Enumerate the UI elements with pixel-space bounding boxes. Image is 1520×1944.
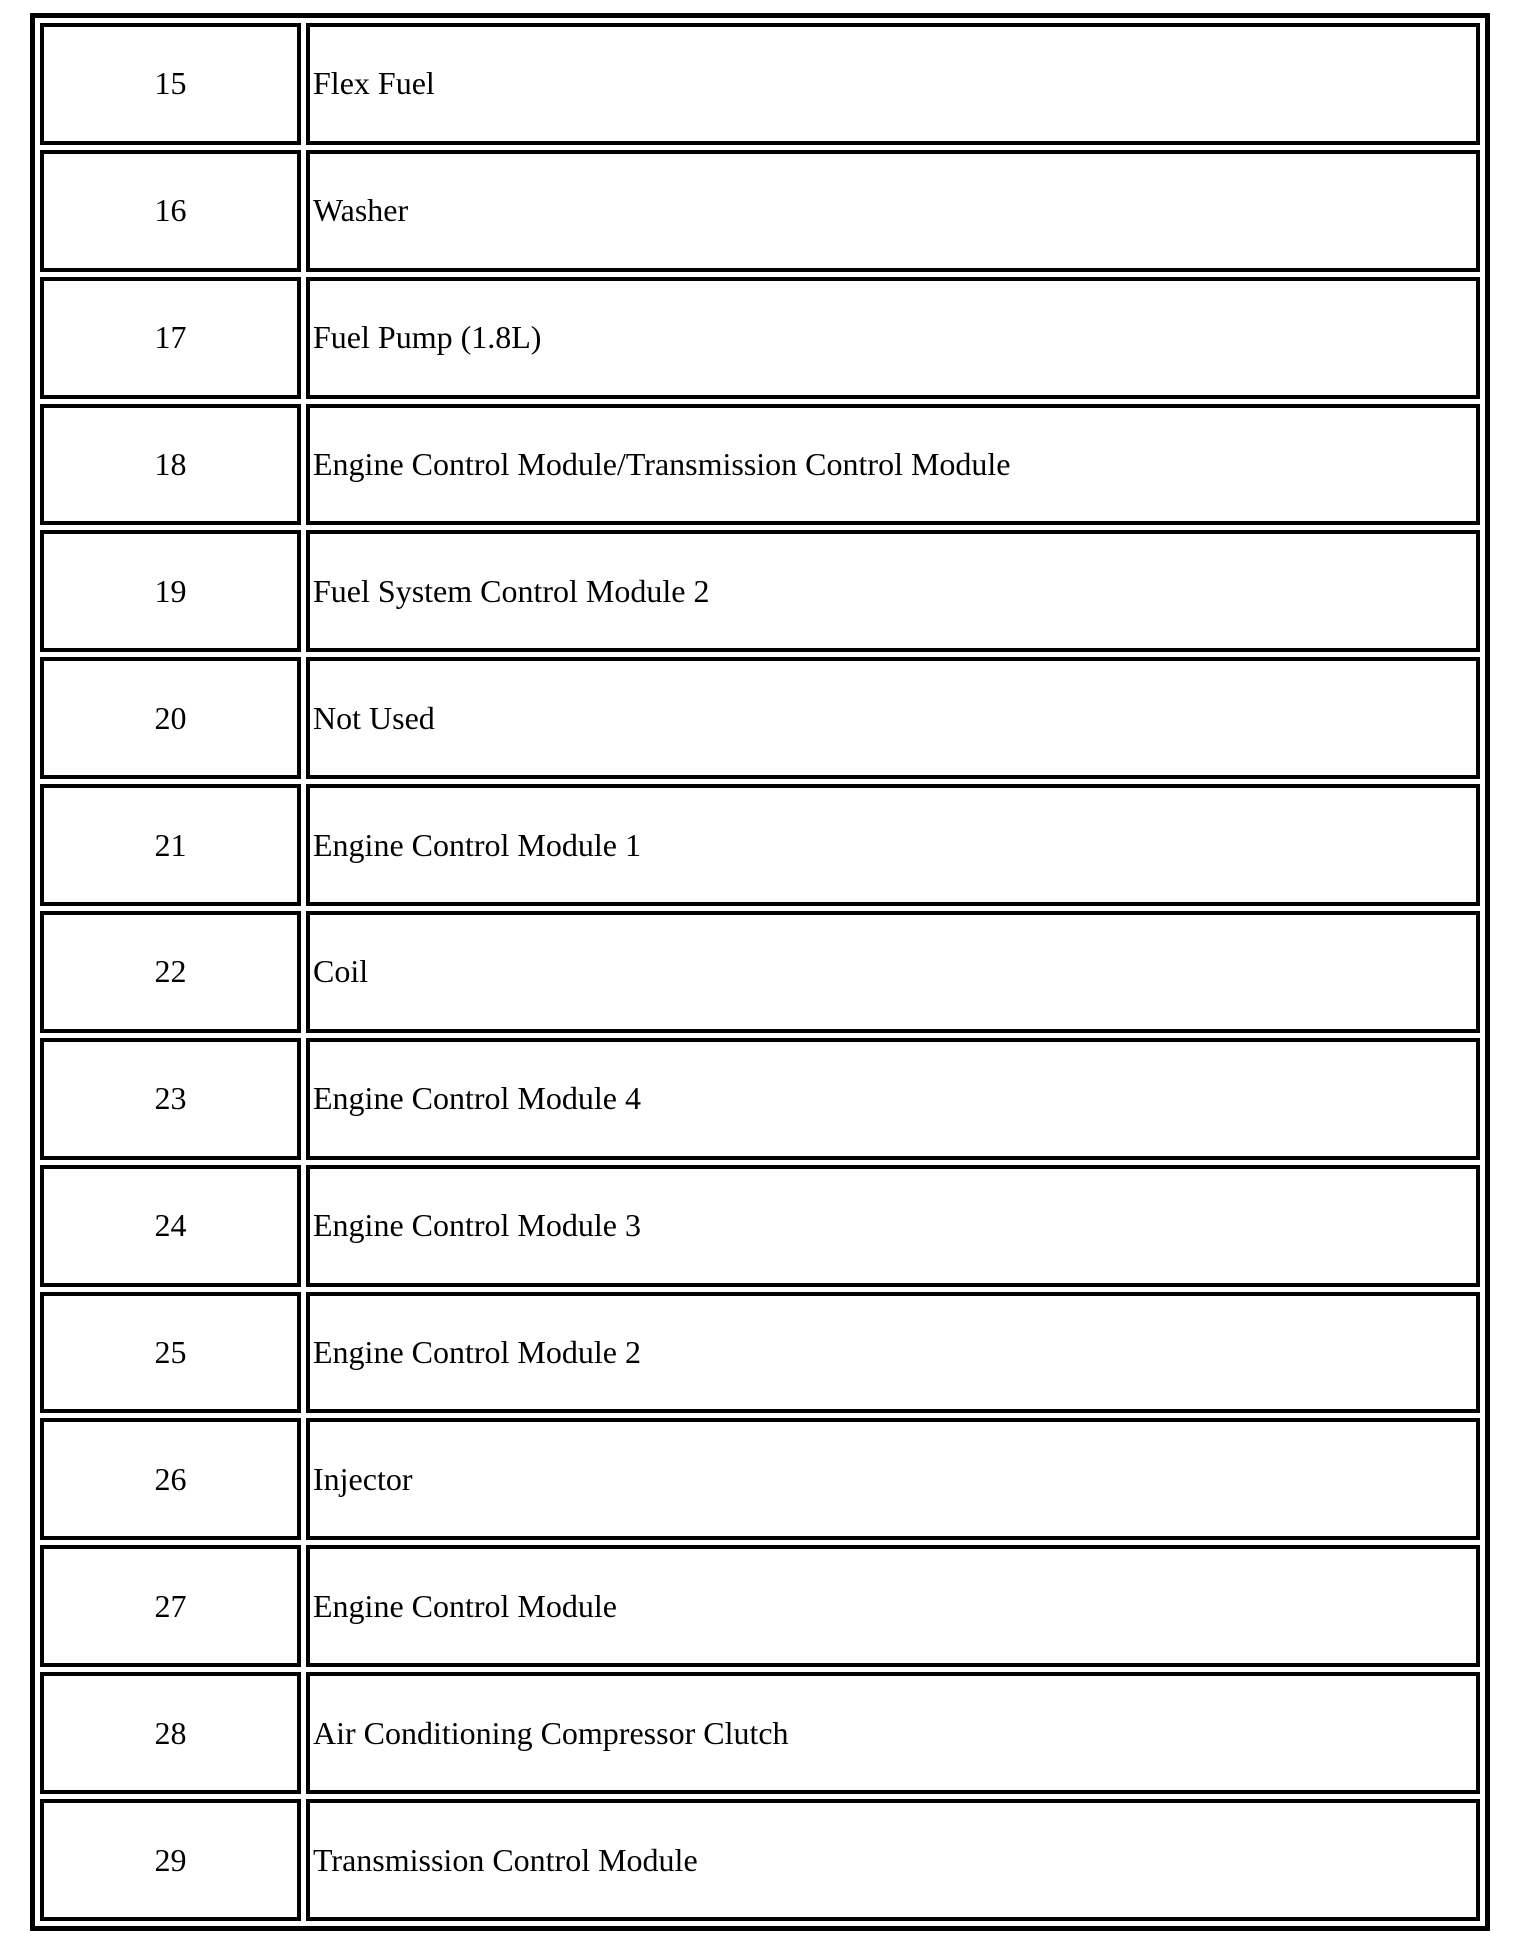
fuse-description: Injector [306, 1418, 1480, 1540]
fuse-description: Engine Control Module 1 [306, 784, 1480, 906]
fuse-description: Coil [306, 911, 1480, 1033]
fuse-number: 16 [40, 150, 301, 272]
table-row [40, 1165, 1480, 1287]
fuse-number: 26 [40, 1418, 301, 1540]
table-row [40, 1799, 1480, 1921]
table-row [40, 1038, 1480, 1160]
table-row [40, 911, 1480, 1033]
fuse-description: Engine Control Module/Transmission Control Module [306, 404, 1480, 526]
fuse-description: Engine Control Module 3 [306, 1165, 1480, 1287]
fuse-description: Transmission Control Module [306, 1799, 1480, 1921]
fuse-number: 25 [40, 1292, 301, 1414]
fuse-number: 22 [40, 911, 301, 1033]
fuse-number: 24 [40, 1165, 301, 1287]
fuse-description: Not Used [306, 657, 1480, 779]
fuse-number: 28 [40, 1672, 301, 1794]
table-row [40, 1672, 1480, 1794]
table-row [40, 23, 1480, 145]
table-row [40, 1418, 1480, 1540]
fuse-number: 23 [40, 1038, 301, 1160]
fuse-description: Engine Control Module 4 [306, 1038, 1480, 1160]
fuse-number: 27 [40, 1545, 301, 1667]
fuse-number: 17 [40, 277, 301, 399]
fuse-description: Fuel System Control Module 2 [306, 530, 1480, 652]
table-row [40, 277, 1480, 399]
fuse-number: 18 [40, 404, 301, 526]
table-row [40, 150, 1480, 272]
fuse-usage-table [30, 13, 1490, 1931]
table-row [40, 530, 1480, 652]
fuse-description: Washer [306, 150, 1480, 272]
table-row [40, 1292, 1480, 1414]
table-row [40, 784, 1480, 906]
fuse-number: 15 [40, 23, 301, 145]
table-row [40, 657, 1480, 779]
fuse-description: Air Conditioning Compressor Clutch [306, 1672, 1480, 1794]
fuse-description: Engine Control Module 2 [306, 1292, 1480, 1414]
fuse-description: Flex Fuel [306, 23, 1480, 145]
fuse-description: Engine Control Module [306, 1545, 1480, 1667]
fuse-description: Fuel Pump (1.8L) [306, 277, 1480, 399]
fuse-number: 20 [40, 657, 301, 779]
fuse-number: 19 [40, 530, 301, 652]
fuse-number: 29 [40, 1799, 301, 1921]
fuse-number: 21 [40, 784, 301, 906]
table-row [40, 404, 1480, 526]
table-row [40, 1545, 1480, 1667]
